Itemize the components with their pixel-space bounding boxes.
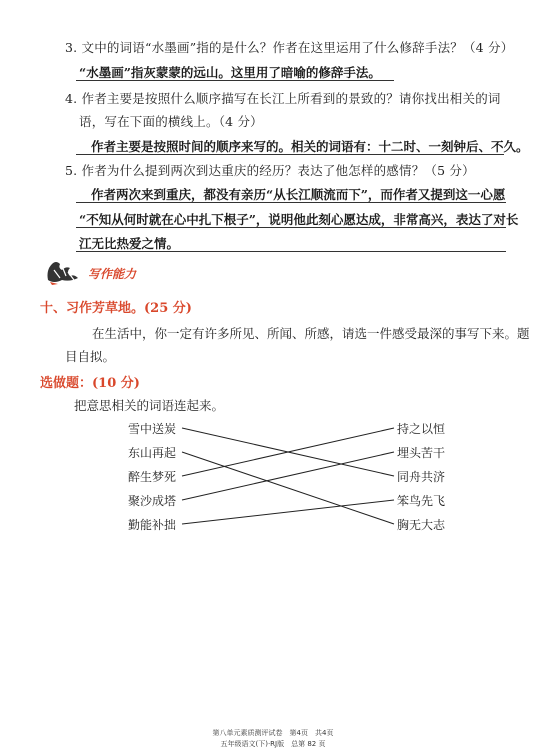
right-word: 同舟共济 [397, 470, 446, 484]
left-word: 聚沙成塔 [128, 494, 177, 508]
answer-3: “水墨画”指灰蒙蒙的远山。这里用了暗喻的修辞手法。 [79, 65, 381, 80]
matching-line [182, 452, 394, 524]
right-word: 胸无大志 [397, 518, 446, 532]
answer-5-line2: “不知从何时就在心中扎下根子”，说明他此刻心愿达成，非常高兴，表达了对长 [79, 212, 519, 227]
left-word: 雪中送炭 [128, 422, 177, 436]
composition-heading: 十、习作芳草地。(25 分) [40, 301, 192, 316]
writing-section-title: 写作能力 [88, 267, 137, 281]
left-word: 东山再起 [128, 446, 177, 460]
right-word: 持之以恒 [397, 422, 446, 436]
question-4-line2: 语，写在下面的横线上。（4 分） [79, 114, 263, 129]
matching-line [182, 452, 394, 500]
question-3: 3. 文中的词语“水墨画”指的是什么？作者在这里运用了什么修辞手法？（4 分） [65, 40, 514, 55]
footer-line2: 五年级语文(下)·RJ版 总第 82 页 [220, 740, 326, 748]
optional-instruction: 把意思相关的词语连起来。 [74, 398, 225, 413]
right-word: 埋头苦干 [397, 446, 446, 460]
composition-prompt-line1: 在生活中，你一定有许多所见、所闻、所感，请选一件感受最深的事写下来。题 [92, 326, 530, 341]
matching-line [182, 500, 394, 524]
answer-5-line1: 作者两次来到重庆，都没有亲历“从长江顺流而下”，而作者又提到这一心愿 [91, 187, 506, 202]
footer-line1: 第八单元素质测评试卷 第4页 共4页 [212, 729, 334, 737]
question-4-line1: 4. 作者主要是按照什么顺序描写在长江上所看到的景致的？请你找出相关的词 [65, 91, 501, 106]
left-word: 勤能补拙 [128, 518, 177, 532]
optional-heading: 选做题：(10 分) [40, 376, 140, 391]
answer-5-line3: 江无比热爱之情。 [79, 236, 180, 251]
composition-prompt-line2: 目自拟。 [65, 349, 116, 364]
right-word: 笨鸟先飞 [397, 494, 446, 508]
question-5: 5. 作者为什么提到两次到达重庆的经历？表达了他怎样的感情？（5 分） [65, 163, 475, 178]
left-word: 醉生梦死 [128, 470, 177, 484]
answer-4: 作者主要是按照时间的顺序来写的。相关的词语有：十二时、一刻钟后、不久。 [91, 139, 529, 154]
